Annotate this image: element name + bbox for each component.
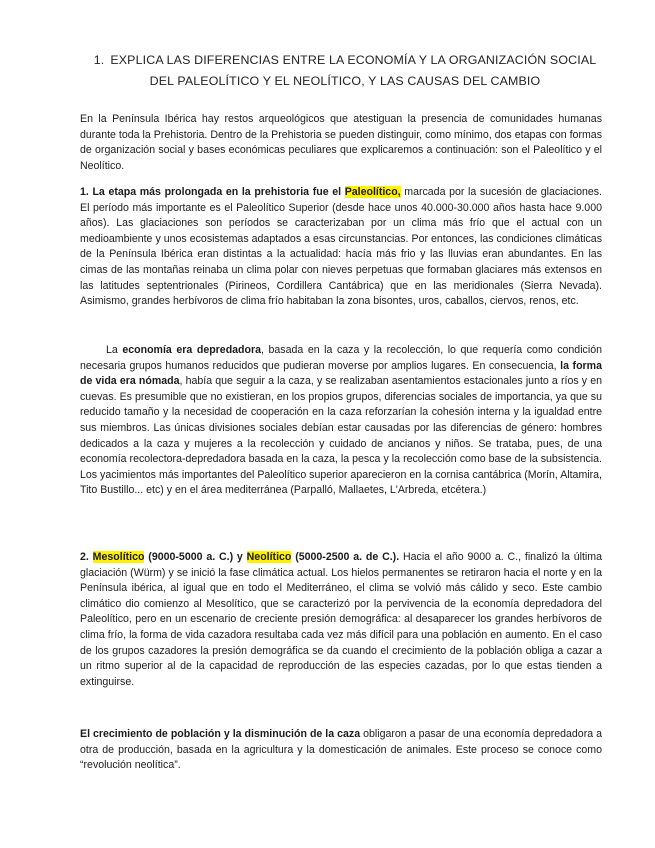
growth-paragraph	[80, 727, 602, 774]
economy-text-2: , basada en la caza y la recolección, lo que requería como condición necesaria grupos humanos reducidos que pudieran moverse por amplios lugares. En consecuencia,	[80, 344, 602, 372]
mesolithic-highlight: Mesolítico	[92, 551, 145, 563]
mesolithic-paragraph	[80, 550, 602, 690]
growth-body: obligaron a pasar de una economía depredadora a otra de producción, basada en la agricultura y la domesticación de animales. Este proceso se conoce como “revolución neolítica”.	[80, 728, 602, 772]
economy-text-3: , había que seguir a la caza, y se realizaban asentamientos estacionales junto a ríos y en cuevas. Es presumible que no existieran, en los propios grupos, diferencias sociales de importancia, ya que su reducido tamaño y la necesidad de cooperación en la caza reforzarían la cohesión interna y la igualdad entre sus miembros. Las únicas divisiones sociales debían estar causadas por las diferencias de género: hombres dedicados a la caza y mujeres a la recolección y cuidado de ancianos y niños. Se trataba, pues, de una economía recolectora-depredadora basada en la caza, la pesca y la recolección como base de la subsistencia. Los yacimientos más importantes del Paleolítico superior aparecieron en la cornisa cantábrica (Morín, Altamira, Tito Bustillo... etc) y en el área mediterránea (Parpalló, Mallaetes, L'Arbreda, etcétera.)	[80, 375, 602, 497]
mesolithic-dates: (9000-5000 a. C.) y	[144, 551, 247, 563]
page-title	[80, 50, 610, 92]
title-number: 1.	[93, 53, 105, 67]
intro-paragraph: En la Península Ibérica hay restos arqueológicos que atestiguan la presencia de comunidades humanas durante toda la Prehistoria. Dentro de la Prehistoria se pueden distinguir, como mínimo, dos etapas con formas de organización social y bases económicas peculiares que explicaremos a continuación: son el Paleolítico y el Neolítico.	[80, 113, 602, 172]
economy-paragraph	[80, 343, 602, 499]
neolithic-highlight: Neolítico	[246, 551, 292, 563]
economy-bold-2: la forma de vida era nómada	[80, 359, 602, 388]
paleolithic-paragraph	[80, 185, 602, 310]
paleolithic-highlight: Paleolítico,	[344, 186, 401, 198]
mesolithic-number: 2.	[80, 551, 93, 563]
mesolithic-body: Hacia el año 9000 a. C., finalizó la última glaciación (Würm) y se inició la fase climática actual. Los hielos permanentes se retiraron hacia el norte y en la Península ibérica, al igual que en todo el Mediterráneo, el clima se volvió más cálido y seco. Este cambio climático dio comienzo al Mesolítico, que se caracterizó por la pervivencia de la economía depredadora del Paleolítico, pero en un escenario de creciente presión demográfica: al desaparecer los grandes herbívoros de clima frío, la forma de vida cazadora resultaba cada vez más difícil para una población en aumento. En el caso de los grupos cazadores la presión demográfica se da cuando el crecimiento de la población obliga a cazar a un ritmo superior al de la capacidad de reproducción de las especies cazadas, por lo que estas tienden a extinguirse.	[80, 551, 603, 688]
growth-bold: El crecimiento de población y la disminución de la caza	[80, 728, 361, 740]
title-line-1-text: EXPLICA LAS DIFERENCIAS ENTRE LA ECONOMÍA Y LA ORGANIZACIÓN SOCIAL	[110, 53, 597, 67]
paleolithic-body: marcada por la sucesión de glaciaciones. El período más importante es el Paleolítico Superior (desde hace unos 40.000-30.000 años hasta hace 9.000 años). Las glaciaciones son períodos se caracterizaban por un clima más frío que el actual con un medioambiente y unos ecosistemas adaptados a esas circunstancias. Por entonces, las condiciones climáticas de la Península Ibérica eran distintas a la actualidad: hacía más frio y las lluvias eran abundantes. En las cimas de las montañas reinaba un clima polar con nieves perpetuas que formaban glaciares más extensos en las latitudes septentrionales (Pirineos, Cordillera Cantábrica) que en las meridionales (Sierra Nevada). Asimismo, grandes herbívoros de clima frío habitaban la zona bisontes, uros, caballos, ciervos, renos, etc.	[80, 186, 602, 308]
neolithic-dates: (5000-2500 a. de C.).	[291, 551, 400, 563]
economy-bold-1: economía era depredadora	[122, 344, 262, 356]
paleolithic-lead: 1. La etapa más prolongada en la prehistoria fue el	[80, 186, 345, 198]
economy-text-1: La	[106, 344, 123, 356]
title-line-2: DEL PALEOLÍTICO Y EL NEOLÍTICO, Y LAS CAUSAS DEL CAMBIO	[149, 74, 541, 88]
title-line-1	[80, 50, 610, 71]
